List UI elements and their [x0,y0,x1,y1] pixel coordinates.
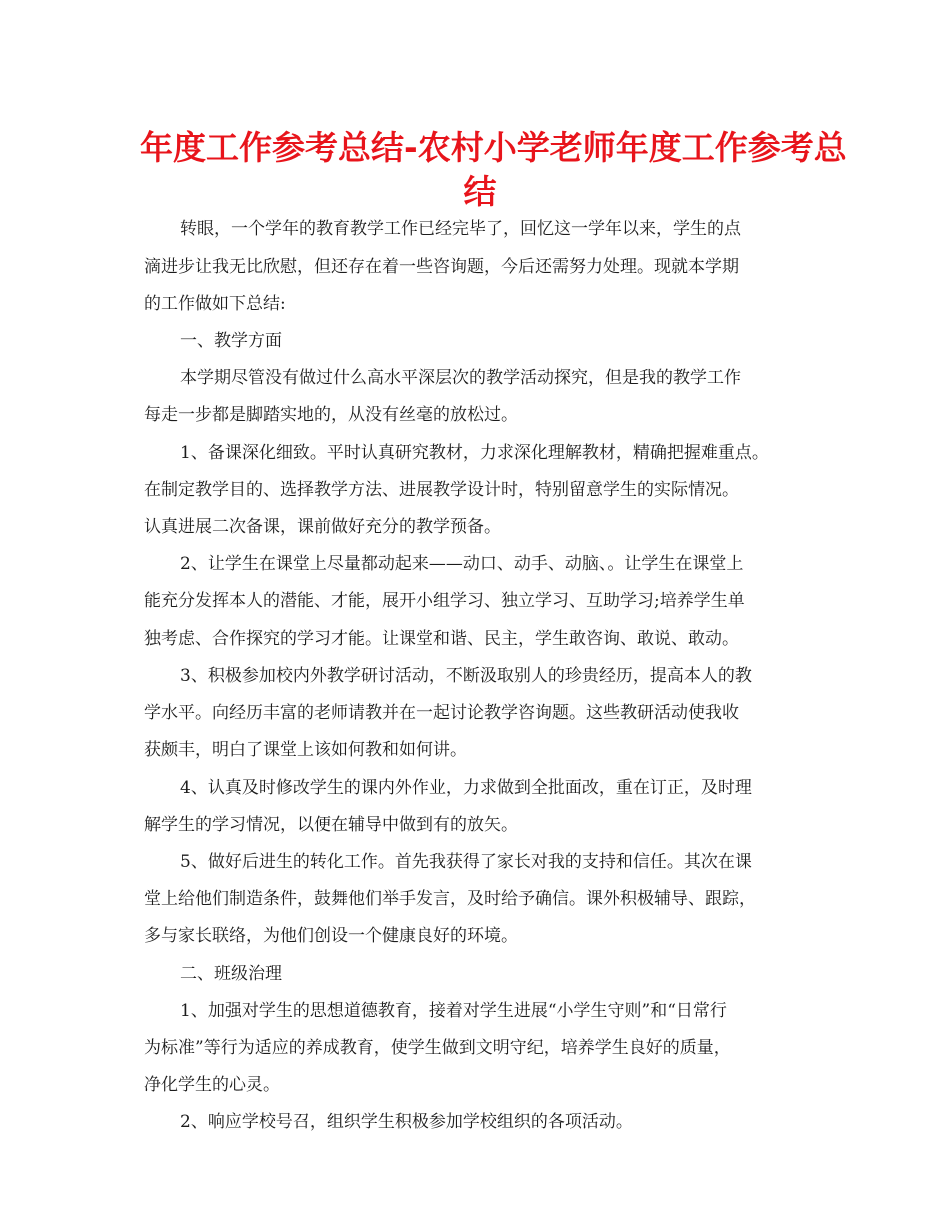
paragraph-line: 1、加强对学生的思想道德教育，接着对学生进展“小学生守则”和“日常行 [180,1001,727,1021]
paragraph-line: 解学生的学习情况，以便在辅导中做到有的放矢。 [144,815,518,835]
paragraph-line: 2、让学生在课堂上尽量都动起来——动口、动手、动脑、。让学生在课堂上 [180,554,744,574]
paragraph-line: 2、响应学校号召，组织学生积极参加学校组织的各项活动。 [180,1112,633,1132]
paragraph-line: 转眼，一个学年的教育教学工作已经完毕了，回忆这一学年以来，学生的点 [180,219,741,239]
paragraph-line: 在制定教学目的、选择教学方法、进展教学设计时，特别留意学生的实际情况。 [144,480,739,500]
paragraph-line: 的工作做如下总结: [144,294,286,314]
paragraph-line: 为标准”等行为适应的养成教育，使学生做到文明守纪，培养学生良好的质量， [144,1038,731,1058]
paragraph-line: 1、备课深化细致。平时认真研究教材，力求深化理解教材，精确把握难重点。 [180,443,769,463]
paragraph-line: 每走一步都是脚踏实地的，从没有丝毫的放松过。 [144,405,518,425]
paragraph-line: 净化学生的心灵。 [144,1075,280,1095]
paragraph-line: 认真进展二次备课，课前做好充分的教学预备。 [144,517,501,537]
paragraph-line: 多与家长联络，为他们创设一个健康良好的环境。 [144,926,518,946]
section-heading: 二、班级治理 [180,964,282,984]
paragraph-line: 堂上给他们制造条件，鼓舞他们举手发言，及时给予确信。课外积极辅导、跟踪， [144,889,756,909]
document-title-line-1: 年度工作参考总结-农村小学老师年度工作参考总 [140,128,847,167]
paragraph-line: 4、认真及时修改学生的课内外作业，力求做到全批面改，重在订正，及时理 [180,778,752,798]
document-title-line-2: 结 [463,172,497,211]
paragraph-line: 3、积极参加校内外教学研讨活动，不断汲取别人的珍贵经历，提高本人的教 [180,666,752,686]
paragraph-line: 本学期尽管没有做过什么高水平深层次的教学活动探究，但是我的教学工作 [180,368,741,388]
paragraph-line: 滴进步让我无比欣慰，但还存在着一些咨询题，今后还需努力处理。现就本学期 [144,257,739,277]
paragraph-line: 获颇丰，明白了课堂上该如何教和如何讲。 [144,740,467,760]
paragraph-line: 能充分发挥本人的潜能、才能，展开小组学习、独立学习、互助学习;培养学生单 [144,591,745,611]
section-heading: 一、教学方面 [180,331,282,351]
paragraph-line: 独考虑、合作探究的学习才能。让课堂和谐、民主，学生敢咨询、敢说、敢动。 [144,629,739,649]
paragraph-line: 5、做好后进生的转化工作。首先我获得了家长对我的支持和信任。其次在课 [180,852,752,872]
paragraph-line: 学水平。向经历丰富的老师请教并在一起讨论教学咨询题。这些教研活动使我收 [144,703,739,723]
